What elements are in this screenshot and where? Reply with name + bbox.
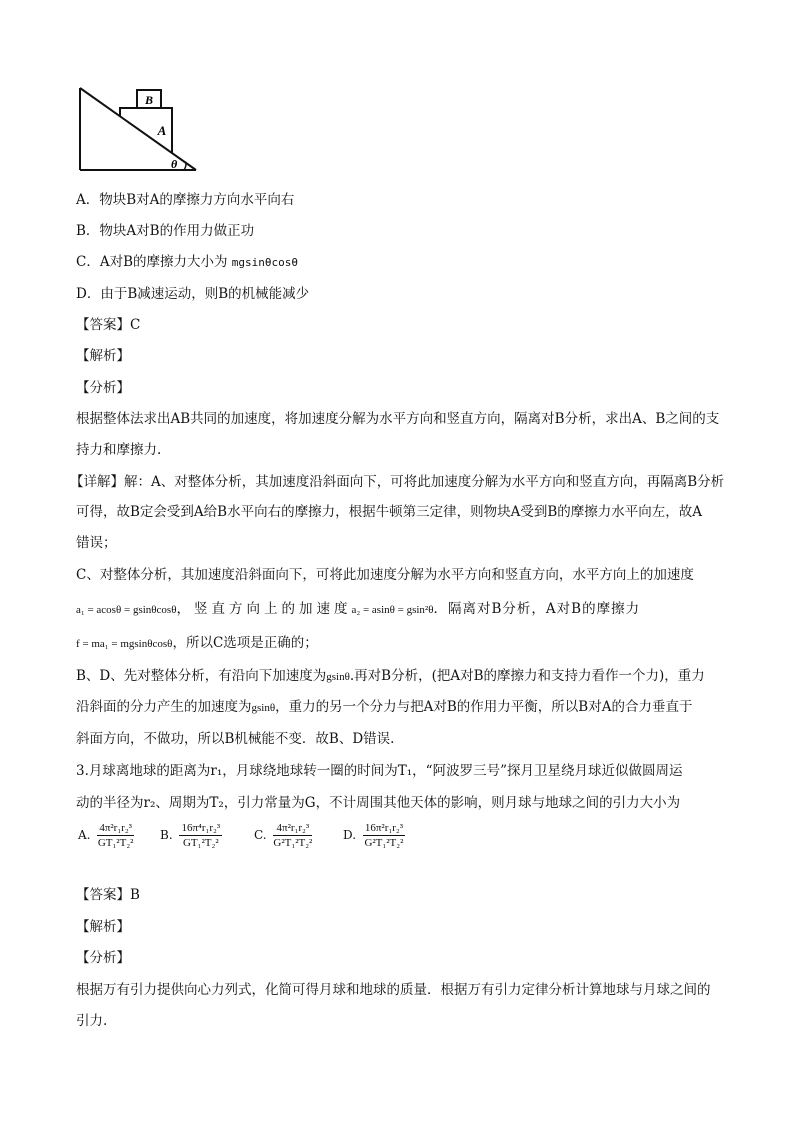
q2-option-c-math: mgsinθcosθ xyxy=(231,256,299,269)
q3-option-c-denominator: G²T₁²T₂² xyxy=(273,837,313,849)
q2-option-b: B．物块A对B的作用力做正功 xyxy=(76,223,255,239)
q2-detail-line-2: 可得，故B定会受到A给B水平向右的摩擦力，根据牛顿第三定律，则物块A受到B的摩擦力水平向左，故A xyxy=(76,504,703,520)
q2-bd-1-eq: gsinθ xyxy=(326,671,350,683)
q3-option-b-numerator: 16π⁴r₁r₂³ xyxy=(181,822,221,834)
q3-answer: 【答案】B xyxy=(76,887,140,903)
q2-c-eq-f: f = ma₁ = mgsinθcosθ xyxy=(76,638,173,650)
q3-fenxi-line-1: 根据万有引力提供向心力列式，化简可得月球和地球的质量．根据万有引力定律分析计算地球与月球之间的 xyxy=(76,982,711,998)
q2-option-c-text: C．A对B的摩擦力大小为 xyxy=(76,254,228,270)
q3-jiexi-heading: 【解析】 xyxy=(76,919,130,935)
q3-option-d-denominator: G²T₁²T₂² xyxy=(364,837,404,849)
q2-jiexi-heading: 【解析】 xyxy=(76,348,130,364)
incline-figure xyxy=(76,82,216,182)
q2-option-a: A．物块B对A的摩擦力方向水平向右 xyxy=(76,192,295,208)
q2-bd-1b: .再对B分析，(把A对B的摩擦力和支持力看作一个力)，重力 xyxy=(349,668,705,684)
q3-option-b-fraction xyxy=(179,822,222,849)
q3-option-b xyxy=(160,822,225,849)
q2-c-eq-a1: a₁ = acosθ = gsinθcosθ xyxy=(76,604,177,616)
q3-option-c xyxy=(254,822,315,849)
q2-fenxi-line-2: 持力和摩擦力. xyxy=(76,442,162,458)
q2-bd-line-3: 斜面方向，不做功，所以B机械能不变．故B、D错误. xyxy=(76,731,395,747)
q2-c-line-3 xyxy=(76,631,318,651)
q3-stem-line-2: 动的半径为r₂、周期为T₂，引力常量为G，不计周围其他天体的影响，则月球与地球之间的引力大小为 xyxy=(76,795,681,811)
q2-detail-line-3: 错误； xyxy=(76,535,117,551)
q3-option-d-numerator: 16π²r₁r₂³ xyxy=(364,822,403,834)
q3-stem-line-1: 3.月球离地球的距离为r₁，月球绕地球转一圈的时间为T₁，“阿波罗三号”探月卫星绕月球近似做圆周运 xyxy=(76,763,683,779)
q2-detail-line-1: 【详解】解：A、对整体分析，其加速度沿斜面向下，可将此加速度分解为水平方向和竖直方向，再隔离B分析 xyxy=(70,474,725,490)
q3-option-a-label: A. xyxy=(78,828,91,842)
q3-option-b-label: B. xyxy=(160,828,173,842)
q3-option-b-denominator: GT₁²T₂² xyxy=(182,837,219,849)
q3-option-d-fraction xyxy=(363,822,405,849)
q2-bd-line-2 xyxy=(76,695,692,715)
q2-c-line-3-end: ，所以C选项是正确的； xyxy=(172,635,318,651)
q2-answer: 【答案】C xyxy=(76,317,141,333)
q3-option-c-fraction xyxy=(273,822,312,849)
q3-option-a-fraction xyxy=(97,822,134,849)
q3-option-d xyxy=(343,822,408,849)
q3-fenxi-heading: 【分析】 xyxy=(76,950,130,966)
q2-bd-1a: B、D、先对整体分析，有沿向下加速度为 xyxy=(76,668,327,684)
q2-c-mid-text: ，竖直方向上的加速度 xyxy=(176,601,352,617)
q2-bd-2-eq: gsinθ xyxy=(251,702,276,714)
q3-option-a xyxy=(78,822,137,849)
q3-option-a-denominator: GT₁²T₂² xyxy=(97,837,134,849)
q2-option-d: D．由于B减速运动，则B的机械能减少 xyxy=(76,286,310,302)
q3-option-c-numerator: 4π²r₁r₂³ xyxy=(273,822,312,836)
block-a-label: A xyxy=(157,123,167,138)
q2-c-line-2 xyxy=(76,597,640,617)
q3-option-a-numerator: 4π²r₁r₂³ xyxy=(99,822,132,834)
q3-fenxi-line-2: 引力. xyxy=(76,1013,108,1029)
q3-option-c-label: C. xyxy=(254,828,267,842)
q2-bd-2a: 沿斜面的分力产生的加速度为 xyxy=(76,699,252,715)
block-b-label: B xyxy=(144,93,154,107)
q2-option-c xyxy=(76,250,298,270)
q2-c-eq-a2: a₂ = asinθ = gsin²θ xyxy=(351,604,434,616)
q2-bd-line-1 xyxy=(76,664,705,684)
q2-c-line-1: C、对整体分析，其加速度沿斜面向下，可将此加速度分解为水平方向和竖直方向，水平方向上的加速度 xyxy=(76,567,694,583)
q2-c-end-text: ．隔离对B分析，A对B的摩擦力 xyxy=(433,601,641,617)
q2-fenxi-heading: 【分析】 xyxy=(76,380,130,396)
angle-theta-label: θ xyxy=(171,157,178,171)
q2-bd-2b: ，重力的另一个分力与把A对B的作用力平衡，所以B对A的合力垂直于 xyxy=(275,699,693,715)
q2-fenxi-line-1: 根据整体法求出AB共同的加速度，将加速度分解为水平方向和竖直方向，隔离对B分析，求出A、B之间的支 xyxy=(76,411,720,427)
q3-option-d-label: D. xyxy=(343,828,357,842)
